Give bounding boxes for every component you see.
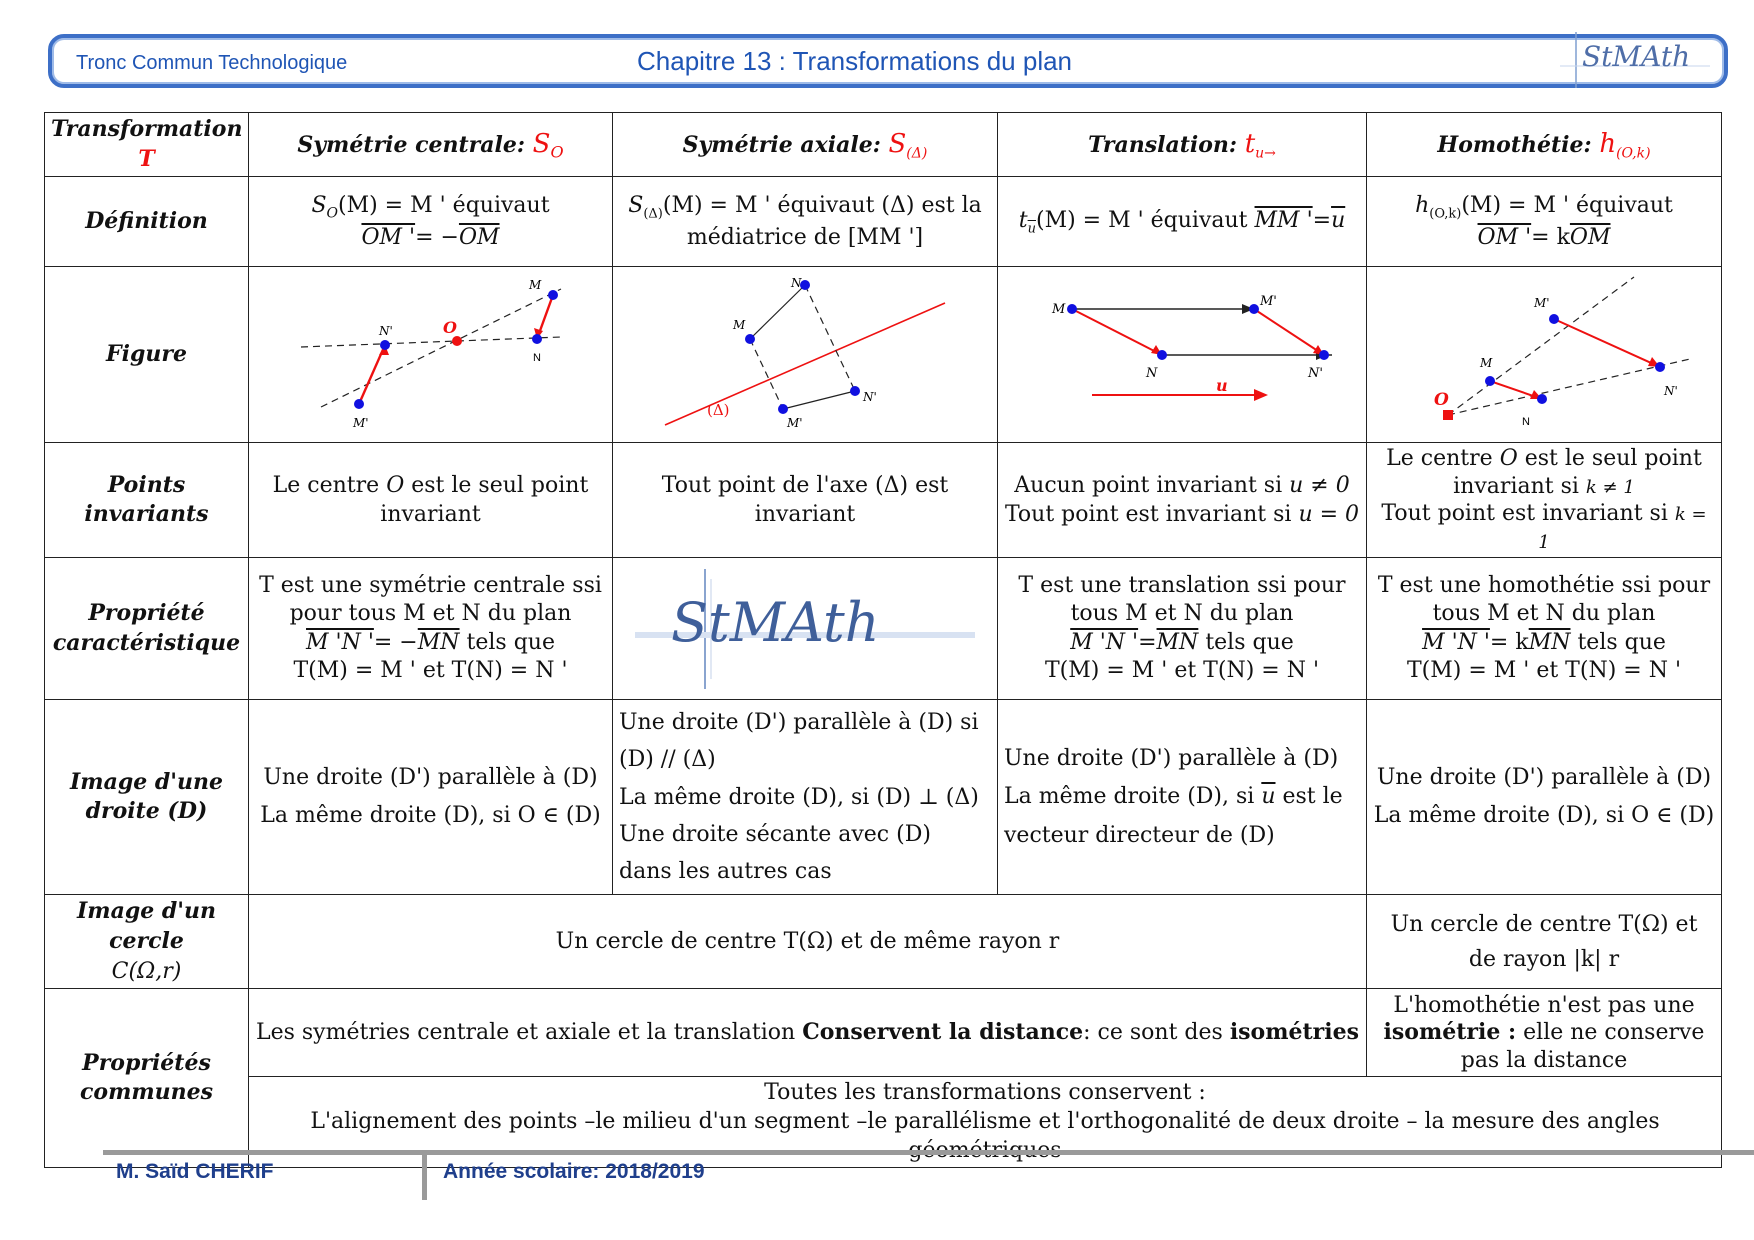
col-symetrie-centrale: Symétrie centrale: $S_O$ [249,113,613,177]
figure-translation [998,267,1367,443]
footer-year: Année scolaire: 2018/2019 [443,1160,705,1183]
communes-isometries: Les symétries centrale et axiale et la translation Conservent la distance: ce sont des isométries [249,989,1367,1077]
figure-homothetie [1367,267,1722,443]
svg-text:M: M [1052,301,1066,317]
page-header [48,34,1728,88]
svg-text:N': N' [378,323,393,338]
communes-toutes: Toutes les transformations conservent : L'alignement des points –le milieu d'un segment –le parallélisme et l'orthogonalité de deux droite – la mesure des angles [249,1077,1722,1168]
stmath-logo [1560,32,1710,88]
svg-text:M': M' [352,415,369,430]
svg-text:M: M [733,317,746,332]
def-homothetie: $h_{(O,k)}(M) = M$ ' équivaut OM '= $k\overline{OM}$ [1367,177,1722,267]
figure-symetrie-axiale [613,267,998,443]
figure-ho-svg [1394,275,1694,435]
svg-text:O: O [1434,389,1449,410]
row-propriete [45,558,1722,700]
inv-homothetie: Le centre O est le seul point invariant si k ≠ 1 Tout point est invariant si k = 1 [1367,443,1722,558]
def-translation: $t_{\overline{u}}(M) = M$ ' équivaut MM '$=\overline{u}$ [998,177,1367,267]
point-n [532,334,542,344]
stmath-watermark-logo [635,569,975,689]
inv-symetrie-centrale: Le centre O est le seul point invariant [249,443,613,558]
rowhead-propriete: Propriété caractéristique [45,558,249,700]
prop-homothetie: T est une homothétie ssi pour tous M et N du plan M 'N '= $k\overline{MN}$ tels que T(M) = M ' et T(N) = N ' [1367,558,1722,700]
rowhead-image-droite: Image d'une droite (D) [45,700,249,895]
point-n-prime [380,340,390,350]
svg-text:M': M' [787,415,803,430]
svg-text:N': N' [1664,383,1678,398]
svg-text:M: M [528,277,541,292]
rowhead-definition: Définition [45,177,249,267]
svg-text:StMAth: StMAth [1582,40,1691,73]
footer-author: M. Saïd CHERIF [116,1160,274,1183]
row-communes-distance [45,989,1722,1077]
def-symetrie-axiale: $S_{(\Delta)}(M) = M$ ' équivaut (Δ) est la médiatrice de [MM '] [613,177,998,267]
level-label: Tronc Commun Technologique [76,52,348,74]
point-m [548,290,558,300]
droite-homothetie: Une droite (D') parallèle à (D) La même droite (D), si O ∈ (D) [1367,700,1722,895]
svg-text:(Δ): (Δ) [707,400,730,419]
col-translation: Translation: $t_{u\to}$ [998,113,1367,177]
rowhead-figure: Figure [45,267,249,443]
droite-symetrie-centrale: Une droite (D') parallèle à (D) La même droite (D), si O ∈ (D) [249,700,613,895]
rowhead-invariants: Points invariants [45,443,249,558]
communes-homothetie: L'homothétie n'est pas une isométrie : elle ne conserve pas la distance [1367,989,1722,1077]
footer-separator [422,1150,427,1200]
def-symetrie-centrale: $S_O(M) = M$ ' équivaut OM '= $-\overline{OM}$ [249,177,613,267]
row-definition [45,177,1722,267]
svg-text:M: M [1480,355,1493,370]
col-homothetie: Homothétie: $h_{(O,k)}$ [1367,113,1722,177]
svg-text:N: N [791,275,802,290]
header-row [45,113,1722,177]
row-image-droite [45,700,1722,895]
svg-text:O: O [442,317,457,337]
inv-symetrie-axiale: Tout point de l'axe (Δ) est invariant [613,443,998,558]
figure-symetrie-centrale [249,267,613,443]
inv-translation: Aucun point invariant si u ≠ 0 Tout point est invariant si u = 0 [998,443,1367,558]
svg-text:M': M' [1534,295,1550,310]
svg-text:N': N' [1308,365,1323,381]
row-invariants [45,443,1722,558]
cercle-isometries: Un cercle de centre T(Ω) et de même rayon r [249,895,1367,989]
figure-tr-svg [1032,275,1332,435]
rowhead-communes: Propriétés communes [45,989,249,1168]
svg-text:u: u [1216,375,1228,395]
footer-divider [103,1150,1754,1155]
row-figure [45,267,1722,443]
prop-translation: T est une translation ssi pour tous M et N du plan M 'N '$=\overline{MN}$ tels que T(M) = M ' et T(N) = N ' [998,558,1367,700]
rowhead-image-cercle: Image d'un cercle C(Ω,r) [45,895,249,989]
droite-translation: Une droite (D') parallèle à (D) La même droite (D), si $\overline{u}$ est le vecteur directeur de (D) [998,700,1367,895]
figure-sa-svg [655,275,955,435]
prop-symetrie-centrale: T est une symétrie centrale ssi pour tous M et N du plan M 'N '= $-\overline{MN}$ tels que T(M) = M ' et T(N) = N ' [249,558,613,700]
row-image-cercle [45,895,1722,989]
cercle-homothetie: Un cercle de centre T(Ω) et de rayon |k| r [1367,895,1722,989]
svg-text:N: N [1522,415,1530,428]
figure-sc-svg [291,275,571,435]
svg-text:N': N' [863,389,877,404]
svg-text:N: N [1146,365,1158,381]
page-title: Chapitre 13 : Transformations du plan [637,46,1073,76]
svg-text:M': M' [1260,293,1277,309]
prop-symetrie-axiale-logo [613,558,998,700]
point-m-prime [354,399,364,409]
svg-text:StMAth: StMAth [671,590,880,654]
transformations-table [44,112,1722,1168]
col-symetrie-axiale: Symétrie axiale: $S_{(\Delta)}$ [613,113,998,177]
point-o [452,336,462,346]
col-transformation: Transformation T [45,113,249,177]
svg-text:N: N [532,351,541,364]
droite-symetrie-axiale: Une droite (D') parallèle à (D) si (D) // (Δ) La même droite (D), si (D) ⊥ (Δ) Une droite sécante avec (D) dans les autres cas [613,700,998,895]
